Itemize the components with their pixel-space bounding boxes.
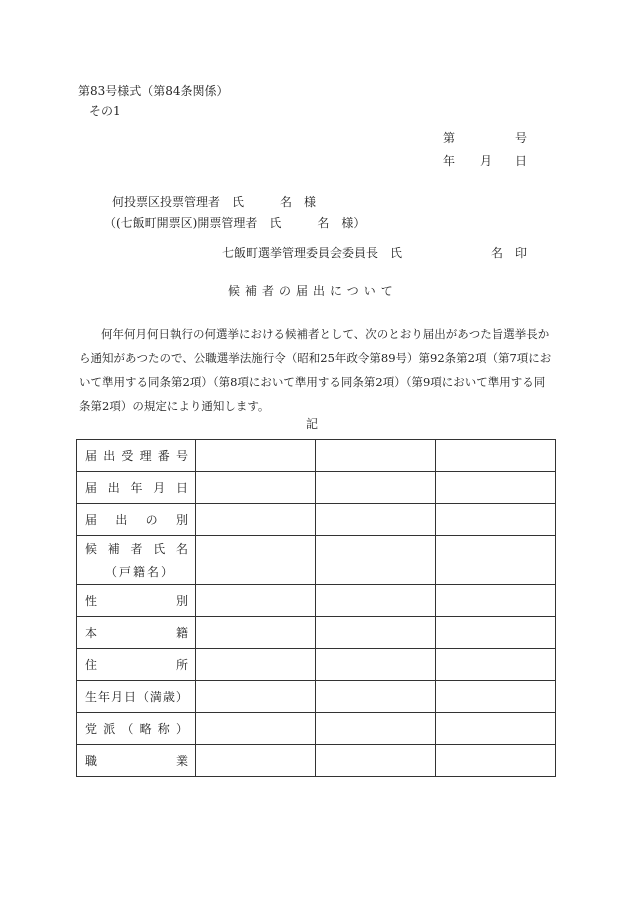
table-row xyxy=(77,536,556,585)
table-cell xyxy=(196,504,316,536)
table-cell xyxy=(316,585,436,617)
row-label xyxy=(77,649,196,681)
label-char: （ xyxy=(121,722,134,736)
table-cell xyxy=(436,472,556,504)
label-char: ） xyxy=(160,565,173,579)
row-label xyxy=(77,472,196,504)
table-cell xyxy=(436,585,556,617)
label-char: 所 xyxy=(175,658,188,672)
table-row xyxy=(77,649,556,681)
label-char: 月 xyxy=(110,690,123,704)
label-char: 氏 xyxy=(153,542,166,556)
table-row xyxy=(77,713,556,745)
label-char: 籍 xyxy=(175,626,188,640)
table-cell xyxy=(436,504,556,536)
label-char: 別 xyxy=(175,594,188,608)
sender-seal: 名 印 xyxy=(491,246,528,260)
label-char: 出 xyxy=(115,513,128,527)
table-cell xyxy=(316,617,436,649)
label-char: ） xyxy=(175,690,188,704)
label-char: ） xyxy=(175,722,188,736)
date-day: 日 xyxy=(515,154,528,168)
label-char: 職 xyxy=(85,754,98,768)
label-char: 名 xyxy=(175,542,188,556)
label-char: （ xyxy=(105,565,118,579)
label-char: 届 xyxy=(85,449,98,463)
table-cell xyxy=(316,440,436,472)
label-char: 届 xyxy=(85,513,98,527)
label-char: の xyxy=(145,513,158,527)
label-char: 月 xyxy=(153,481,166,495)
table-cell xyxy=(196,472,316,504)
table-row xyxy=(77,745,556,777)
table-row xyxy=(77,504,556,536)
table-cell xyxy=(316,649,436,681)
table-row xyxy=(77,472,556,504)
label-char: 党 xyxy=(85,722,98,736)
candidate-table xyxy=(76,439,556,777)
label-char: 略 xyxy=(139,722,152,736)
sender-title: 七飯町選挙管理委員会委員長 氏 xyxy=(222,246,403,260)
table-cell xyxy=(196,440,316,472)
label-char: 歳 xyxy=(162,690,175,704)
row-label xyxy=(77,504,196,536)
row-label xyxy=(77,713,196,745)
label-char: 別 xyxy=(175,513,188,527)
doc-number-suffix: 号 xyxy=(515,131,528,145)
table-cell xyxy=(196,681,316,713)
table-cell xyxy=(196,649,316,681)
label-char: 出 xyxy=(107,481,120,495)
label-char: 年 xyxy=(97,690,110,704)
label-char: 号 xyxy=(175,449,188,463)
label-char: 受 xyxy=(121,449,134,463)
addressee-line-2: （(七飯町開票区)開票管理者 氏 名 様） xyxy=(104,216,366,230)
doc-number-prefix: 第 xyxy=(443,131,456,145)
table-row xyxy=(77,617,556,649)
date-year: 年 xyxy=(443,154,456,168)
table-cell xyxy=(316,472,436,504)
table-cell xyxy=(196,617,316,649)
notice-body: 何年何月何日執行の何選挙における候補者として、次のとおり届出があつた旨選挙長から通知があつたので、公職選挙法施行令（昭和25年政令第89号）第92条第2項（第7項において準用する同条第2項）（第8項において準用する同条第2項）（第9項において準用する同条第2項）の規定により通知します。 xyxy=(79,327,552,413)
form-sub-number: その1 xyxy=(89,104,121,118)
table-cell xyxy=(436,536,556,585)
table-cell xyxy=(436,681,556,713)
label-char: 出 xyxy=(103,449,116,463)
row-label xyxy=(77,681,196,713)
label-char: 名 xyxy=(146,565,159,579)
label-char: 派 xyxy=(103,722,116,736)
label-char: 称 xyxy=(157,722,170,736)
row-label xyxy=(77,536,196,585)
label-char: 業 xyxy=(175,754,188,768)
table-cell xyxy=(316,681,436,713)
label-char: 理 xyxy=(139,449,152,463)
label-char: 補 xyxy=(107,542,120,556)
row-label xyxy=(77,617,196,649)
label-char: 候 xyxy=(85,542,98,556)
table-cell xyxy=(196,585,316,617)
table-cell xyxy=(196,745,316,777)
date-month: 月 xyxy=(480,154,493,168)
table-cell xyxy=(316,536,436,585)
table-cell xyxy=(196,536,316,585)
label-char: 性 xyxy=(85,594,98,608)
label-char: 籍 xyxy=(132,565,145,579)
label-char: 日 xyxy=(175,481,188,495)
table-row xyxy=(77,681,556,713)
table-cell xyxy=(316,504,436,536)
row-label xyxy=(77,585,196,617)
label-char: 戸 xyxy=(118,565,131,579)
table-cell xyxy=(196,713,316,745)
table-cell xyxy=(436,713,556,745)
row-label xyxy=(77,745,196,777)
label-char: 住 xyxy=(85,658,98,672)
table-row xyxy=(77,440,556,472)
table-row xyxy=(77,585,556,617)
table-cell xyxy=(436,440,556,472)
label-char: 届 xyxy=(85,481,98,495)
form-number: 第83号様式（第84条関係） xyxy=(78,84,229,98)
label-char: 者 xyxy=(130,542,143,556)
label-char: 年 xyxy=(130,481,143,495)
ki-heading: 記 xyxy=(306,417,319,431)
addressee-line-1: 何投票区投票管理者 氏 名 様 xyxy=(112,195,317,209)
label-char: 日 xyxy=(123,690,136,704)
document-title: 候補者の届出について xyxy=(228,284,398,298)
table-cell xyxy=(316,745,436,777)
label-char: 満 xyxy=(149,690,162,704)
label-char: （ xyxy=(136,690,149,704)
table-cell xyxy=(436,649,556,681)
table-cell xyxy=(436,617,556,649)
label-char: 生 xyxy=(85,690,98,704)
table-cell xyxy=(436,745,556,777)
table-cell xyxy=(316,713,436,745)
row-label xyxy=(77,440,196,472)
label-char: 番 xyxy=(157,449,170,463)
label-char: 本 xyxy=(85,626,98,640)
